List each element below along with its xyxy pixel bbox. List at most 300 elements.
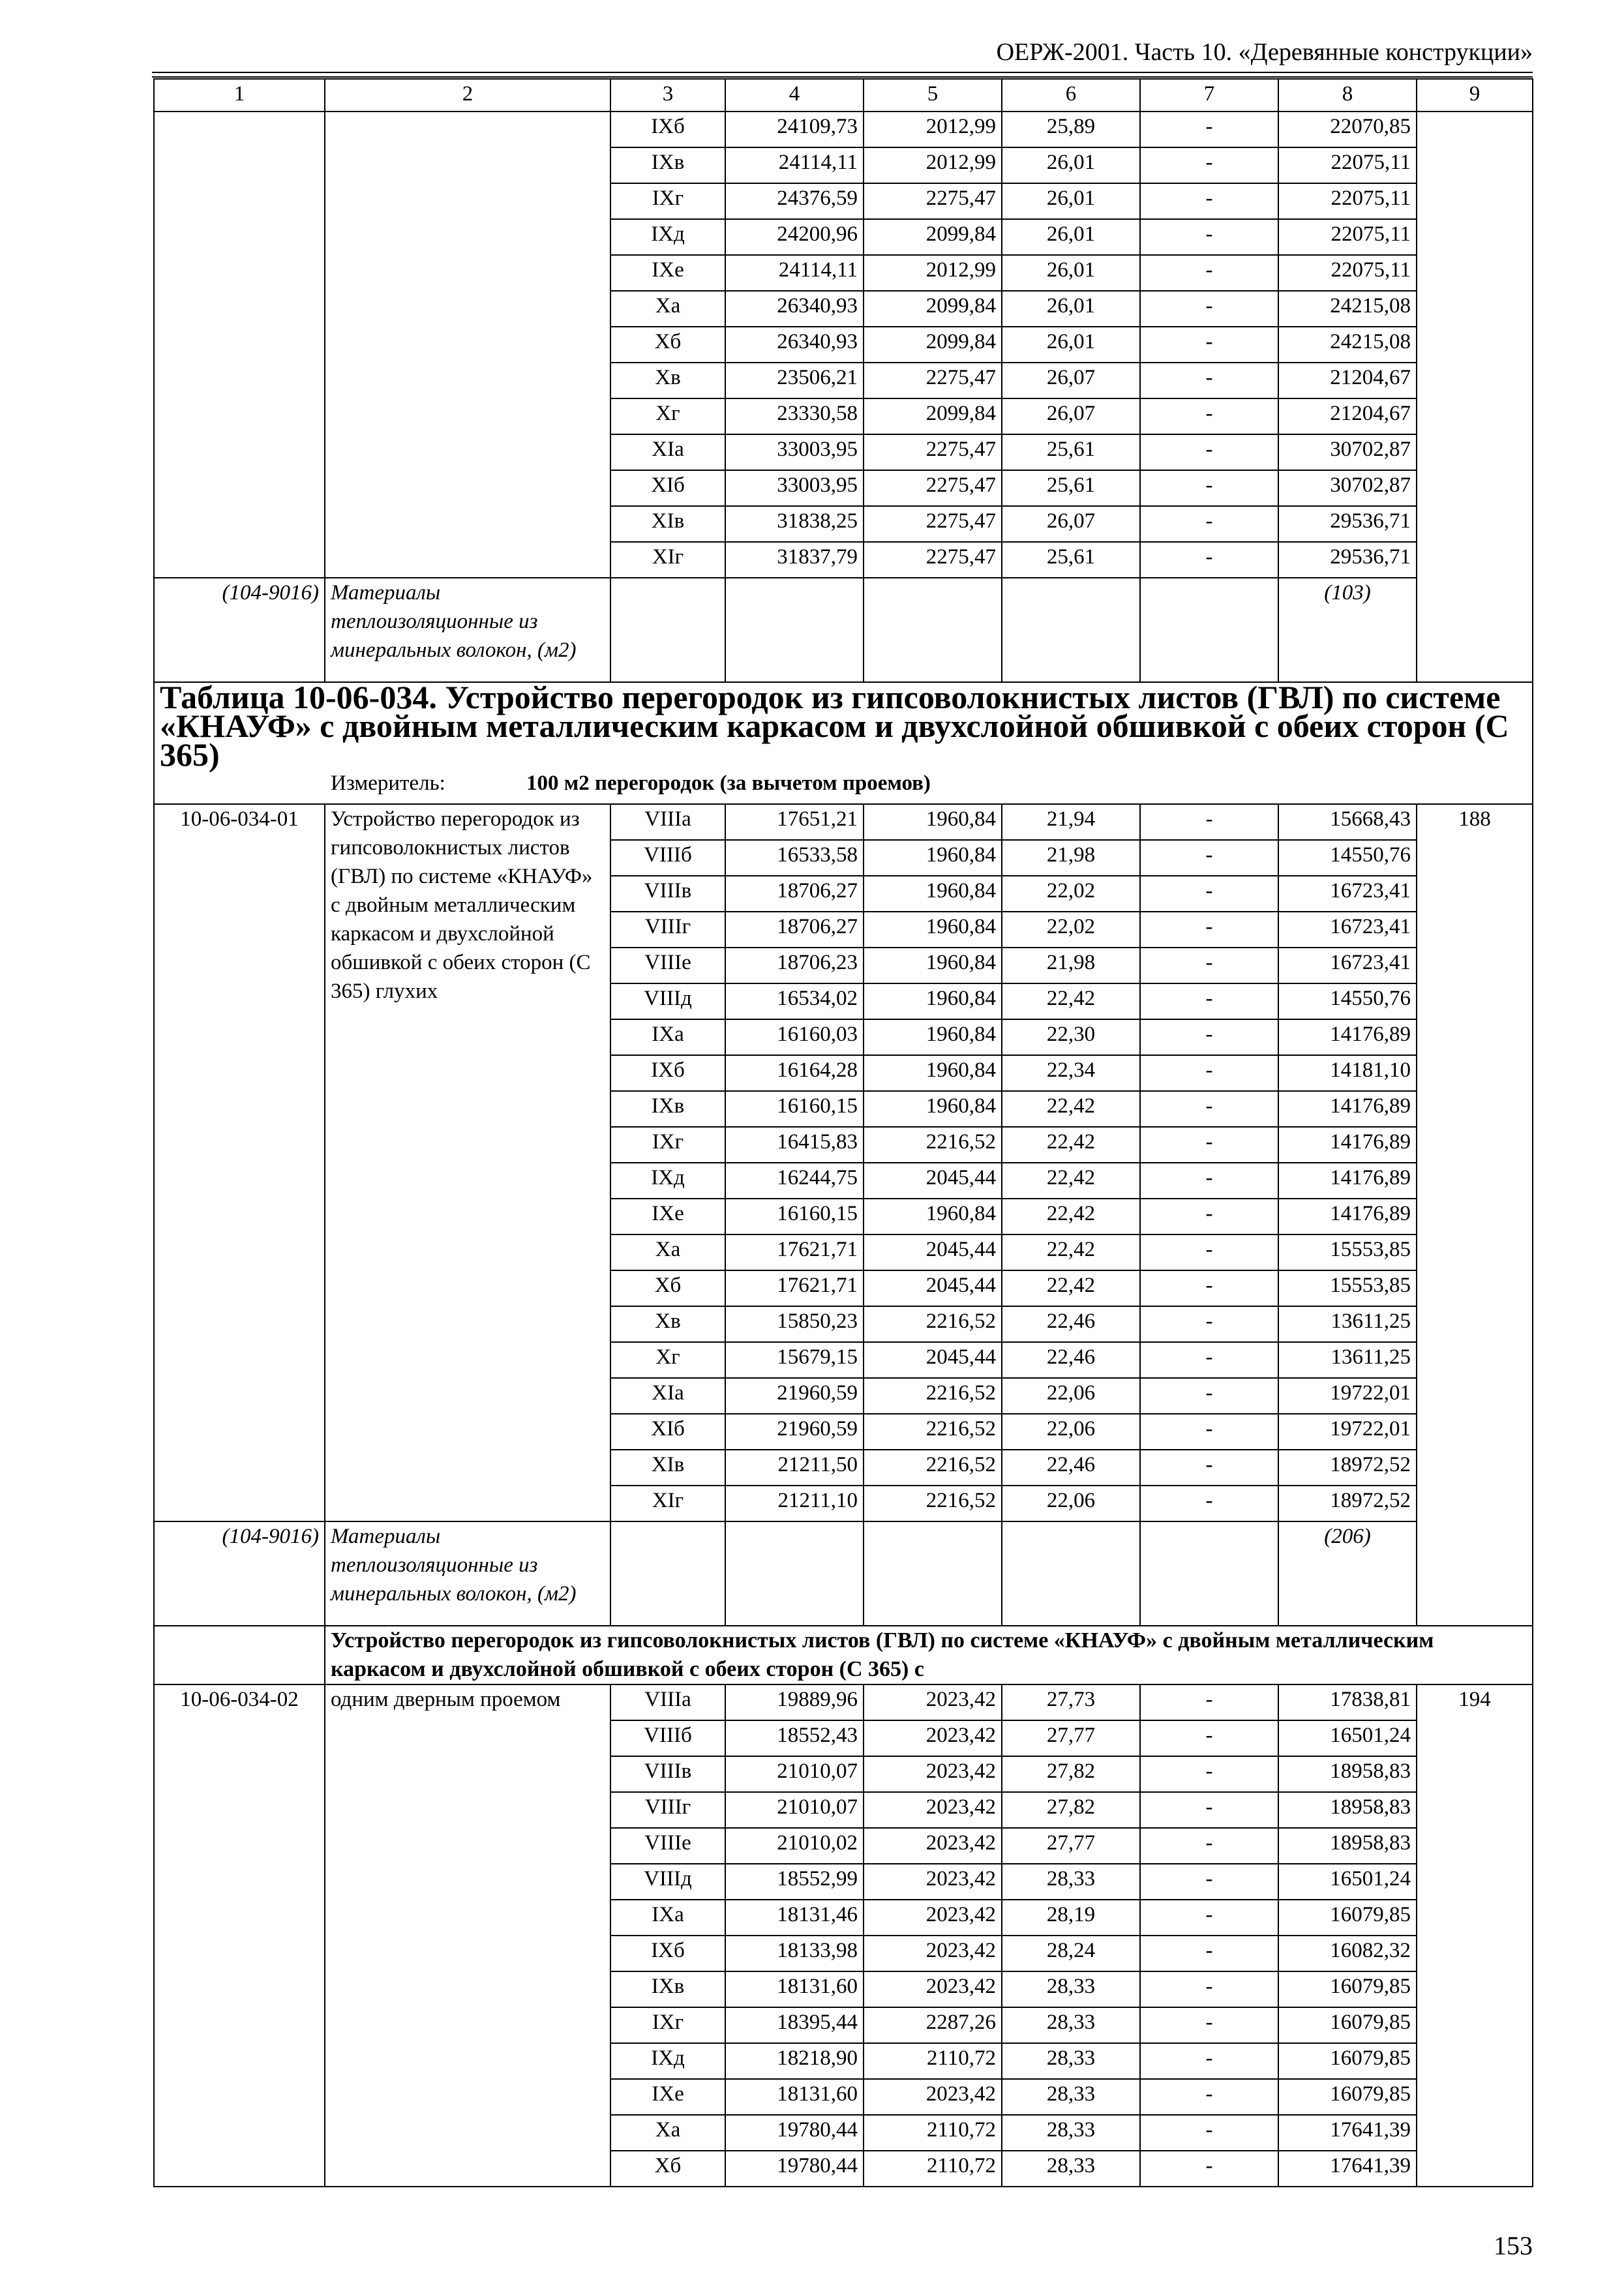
materials-cell: 16079,85 (1278, 1971, 1417, 2007)
total-cost-cell: 21010,07 (725, 1756, 864, 1792)
labor-cell: 28,33 (1002, 1971, 1140, 2007)
machines-cell: - (1140, 434, 1278, 470)
zone-cell: IXе (610, 1199, 725, 1234)
labor-cell: 22,42 (1002, 1270, 1140, 1306)
machines-cell: - (1140, 1306, 1278, 1342)
machines-cell: - (1140, 2115, 1278, 2151)
machines-cell: - (1140, 983, 1278, 1019)
zone-cell: XIг (610, 542, 725, 578)
material-qty: (103) (1278, 578, 1417, 682)
item-name: Устройство перегородок из гипсоволокнистых листов (ГВЛ) по системе «КНАУФ» с двойным металлическим каркасом и двухслойной обшивкой с обеих сторон (С 365) глухих (325, 804, 610, 1521)
labor-cell: 22,46 (1002, 1450, 1140, 1486)
zone-cell: VIIIб (610, 840, 725, 876)
labor-cell: 27,82 (1002, 1756, 1140, 1792)
materials-cell: 16079,85 (1278, 1900, 1417, 1936)
table-title-row (154, 682, 1533, 769)
table-row (154, 804, 1533, 840)
machines-cell: - (1140, 255, 1278, 291)
total-cost-cell: 21010,02 (725, 1828, 864, 1864)
materials-cell: 16723,41 (1278, 876, 1417, 912)
total-cost-cell: 16160,15 (725, 1091, 864, 1127)
subhead-row (154, 1626, 1533, 1684)
materials-cell: 21204,67 (1278, 363, 1417, 398)
materials-cell: 16723,41 (1278, 912, 1417, 948)
machines-cell: - (1140, 1864, 1278, 1900)
machines-cell: - (1140, 1163, 1278, 1199)
column-number: 8 (1278, 79, 1417, 112)
machines-cell: - (1140, 1828, 1278, 1864)
machines-cell: - (1140, 2043, 1278, 2079)
empty-cell (1002, 578, 1140, 682)
total-cost-cell: 19889,96 (725, 1684, 864, 1720)
measure-row (154, 769, 1533, 804)
zone-cell: IXа (610, 1019, 725, 1055)
labor-cell: 22,42 (1002, 1091, 1140, 1127)
machines-cell: - (1140, 542, 1278, 578)
labor-cell: 25,89 (1002, 112, 1140, 147)
machines-cell: - (1140, 1091, 1278, 1127)
labor-cell: 22,42 (1002, 1234, 1140, 1270)
zone-cell: Xв (610, 363, 725, 398)
labor-cell: 25,61 (1002, 470, 1140, 506)
empty-cell (1140, 578, 1278, 682)
zone-cell: VIIIг (610, 1792, 725, 1828)
zone-cell: XIв (610, 1450, 725, 1486)
labor-cell: 26,01 (1002, 327, 1140, 363)
zone-cell: IXд (610, 1163, 725, 1199)
zone-cell: VIIIд (610, 1864, 725, 1900)
machines-cell: - (1140, 1234, 1278, 1270)
wages-cell: 2216,52 (864, 1378, 1002, 1414)
labor-cell: 22,30 (1002, 1019, 1140, 1055)
wages-cell: 2023,42 (864, 1684, 1002, 1720)
materials-cell: 30702,87 (1278, 434, 1417, 470)
materials-cell: 14176,89 (1278, 1091, 1417, 1127)
labor-cell: 22,06 (1002, 1414, 1140, 1450)
machines-cell: - (1140, 1055, 1278, 1091)
empty-cell (725, 578, 864, 682)
labor-cell: 25,61 (1002, 542, 1140, 578)
materials-cell: 19722,01 (1278, 1414, 1417, 1450)
wages-cell: 2012,99 (864, 112, 1002, 147)
zone-cell: XIа (610, 434, 725, 470)
name-cell (325, 112, 610, 578)
labor-cell: 21,98 (1002, 948, 1140, 983)
machines-cell: - (1140, 147, 1278, 183)
material-qty: (206) (1278, 1521, 1417, 1626)
total-cost-cell: 17651,21 (725, 804, 864, 840)
labor-cell: 26,07 (1002, 363, 1140, 398)
wages-cell: 1960,84 (864, 1091, 1002, 1127)
machines-cell: - (1140, 1378, 1278, 1414)
zone-cell: VIIIд (610, 983, 725, 1019)
wages-cell: 1960,84 (864, 912, 1002, 948)
labor-cell: 27,77 (1002, 1828, 1140, 1864)
wages-cell: 2012,99 (864, 147, 1002, 183)
total-cost-cell: 16160,03 (725, 1019, 864, 1055)
materials-cell: 18972,52 (1278, 1450, 1417, 1486)
zone-cell: VIIIб (610, 1720, 725, 1756)
materials-cell: 14176,89 (1278, 1019, 1417, 1055)
materials-cell: 22075,11 (1278, 183, 1417, 219)
section-subhead: Устройство перегородок из гипсоволокнистых листов (ГВЛ) по системе «КНАУФ» с двойным металлическим каркасом и двухслойной обшивкой с обеих сторон (С 365) с (325, 1626, 1533, 1684)
total-cost-cell: 23330,58 (725, 398, 864, 434)
labor-cell: 22,46 (1002, 1342, 1140, 1378)
header-rule (152, 72, 1533, 73)
zone-cell: IXд (610, 219, 725, 255)
zone-cell: Xа (610, 2115, 725, 2151)
wages-cell: 2099,84 (864, 219, 1002, 255)
machines-cell: - (1140, 1720, 1278, 1756)
total-cost-cell: 18706,27 (725, 912, 864, 948)
total-cost-cell: 16533,58 (725, 840, 864, 876)
total-cost-cell: 31837,79 (725, 542, 864, 578)
zone-cell: XIб (610, 470, 725, 506)
materials-cell: 22075,11 (1278, 219, 1417, 255)
zone-cell: VIIIе (610, 1828, 725, 1864)
zone-cell: IXа (610, 1900, 725, 1936)
zone-cell: XIв (610, 506, 725, 542)
labor-cell: 26,07 (1002, 398, 1140, 434)
wages-cell: 2275,47 (864, 470, 1002, 506)
wages-cell: 2110,72 (864, 2115, 1002, 2151)
machines-cell: - (1140, 1486, 1278, 1521)
total-cost-cell: 16415,83 (725, 1127, 864, 1163)
header-rule-double (152, 76, 1533, 78)
document-header: ОЕРЖ-2001. Часть 10. «Деревянные конструкции» (996, 38, 1533, 66)
labor-cell: 22,06 (1002, 1486, 1140, 1521)
wages-cell: 2045,44 (864, 1234, 1002, 1270)
wages-cell: 2023,42 (864, 1971, 1002, 2007)
column-number-row (154, 79, 1533, 112)
materials-cell: 15553,85 (1278, 1270, 1417, 1306)
col9-cell: 194 (1417, 1684, 1533, 2187)
materials-cell: 30702,87 (1278, 470, 1417, 506)
materials-cell: 14550,76 (1278, 983, 1417, 1019)
zone-cell: VIIIа (610, 1684, 725, 1720)
materials-cell: 16501,24 (1278, 1864, 1417, 1900)
labor-cell: 22,42 (1002, 1163, 1140, 1199)
total-cost-cell: 26340,93 (725, 327, 864, 363)
wages-cell: 1960,84 (864, 876, 1002, 912)
labor-cell: 22,02 (1002, 912, 1140, 948)
wages-cell: 2023,42 (864, 1828, 1002, 1864)
materials-cell: 14176,89 (1278, 1199, 1417, 1234)
table-row (154, 1684, 1533, 1720)
machines-cell: - (1140, 1199, 1278, 1234)
materials-cell: 22075,11 (1278, 255, 1417, 291)
machines-cell: - (1140, 948, 1278, 983)
column-number: 4 (725, 79, 864, 112)
materials-cell: 17838,81 (1278, 1684, 1417, 1720)
zone-cell: IXг (610, 2007, 725, 2043)
wages-cell: 2110,72 (864, 2043, 1002, 2079)
total-cost-cell: 23506,21 (725, 363, 864, 398)
zone-cell: VIIIе (610, 948, 725, 983)
empty-cell (725, 1521, 864, 1626)
machines-cell: - (1140, 1900, 1278, 1936)
labor-cell: 28,33 (1002, 2151, 1140, 2187)
total-cost-cell: 24109,73 (725, 112, 864, 147)
wages-cell: 2275,47 (864, 542, 1002, 578)
labor-cell: 26,07 (1002, 506, 1140, 542)
machines-cell: - (1140, 327, 1278, 363)
materials-cell: 22070,85 (1278, 112, 1417, 147)
materials-cell: 14181,10 (1278, 1055, 1417, 1091)
zone-cell: VIIIв (610, 1756, 725, 1792)
total-cost-cell: 18395,44 (725, 2007, 864, 2043)
total-cost-cell: 33003,95 (725, 470, 864, 506)
zone-cell: XIб (610, 1414, 725, 1450)
measure-cell (154, 769, 1533, 804)
machines-cell: - (1140, 2151, 1278, 2187)
wages-cell: 2216,52 (864, 1414, 1002, 1450)
machines-cell: - (1140, 1127, 1278, 1163)
materials-cell: 17641,39 (1278, 2151, 1417, 2187)
materials-cell: 13611,25 (1278, 1306, 1417, 1342)
materials-cell: 18958,83 (1278, 1756, 1417, 1792)
item-code: 10-06-034-02 (154, 1684, 325, 2187)
zone-cell: IXб (610, 112, 725, 147)
total-cost-cell: 16160,15 (725, 1199, 864, 1234)
materials-cell: 16723,41 (1278, 948, 1417, 983)
labor-cell: 27,77 (1002, 1720, 1140, 1756)
machines-cell: - (1140, 2007, 1278, 2043)
total-cost-cell: 21211,10 (725, 1486, 864, 1521)
total-cost-cell: 15850,23 (725, 1306, 864, 1342)
price-table (153, 78, 1533, 2187)
machines-cell: - (1140, 1450, 1278, 1486)
total-cost-cell: 18218,90 (725, 2043, 864, 2079)
labor-cell: 26,01 (1002, 219, 1140, 255)
materials-cell: 22075,11 (1278, 147, 1417, 183)
machines-cell: - (1140, 398, 1278, 434)
wages-cell: 2045,44 (864, 1342, 1002, 1378)
labor-cell: 28,33 (1002, 2043, 1140, 2079)
materials-cell: 17641,39 (1278, 2115, 1417, 2151)
total-cost-cell: 18131,60 (725, 1971, 864, 2007)
wages-cell: 2216,52 (864, 1450, 1002, 1486)
column-number: 2 (325, 79, 610, 112)
labor-cell: 26,01 (1002, 255, 1140, 291)
machines-cell: - (1140, 804, 1278, 840)
wages-cell: 2023,42 (864, 2079, 1002, 2115)
table-title: Таблица 10-06-034. Устройство перегородок из гипсоволокнистых листов (ГВЛ) по системе «КНАУФ» с двойным металлическим каркасом и двухслойной обшивкой с обеих сторон (С 365) (154, 682, 1533, 769)
wages-cell: 1960,84 (864, 1055, 1002, 1091)
wages-cell: 2275,47 (864, 434, 1002, 470)
zone-cell: VIIIг (610, 912, 725, 948)
machines-cell: - (1140, 2079, 1278, 2115)
zone-cell: Xа (610, 1234, 725, 1270)
total-cost-cell: 18131,46 (725, 1900, 864, 1936)
empty-cell (1002, 1521, 1140, 1626)
wages-cell: 1960,84 (864, 1199, 1002, 1234)
labor-cell: 26,01 (1002, 183, 1140, 219)
column-number: 6 (1002, 79, 1140, 112)
materials-cell: 14176,89 (1278, 1127, 1417, 1163)
item-code: 10-06-034-01 (154, 804, 325, 1521)
materials-cell: 29536,71 (1278, 506, 1417, 542)
materials-cell: 15668,43 (1278, 804, 1417, 840)
wages-cell: 2216,52 (864, 1127, 1002, 1163)
machines-cell: - (1140, 1971, 1278, 2007)
total-cost-cell: 21960,59 (725, 1378, 864, 1414)
machines-cell: - (1140, 291, 1278, 327)
machines-cell: - (1140, 1936, 1278, 1971)
wages-cell: 2023,42 (864, 1936, 1002, 1971)
machines-cell: - (1140, 1342, 1278, 1378)
labor-cell: 27,82 (1002, 1792, 1140, 1828)
column-number: 9 (1417, 79, 1533, 112)
materials-cell: 14176,89 (1278, 1163, 1417, 1199)
materials-cell: 16079,85 (1278, 2043, 1417, 2079)
machines-cell: - (1140, 876, 1278, 912)
wages-cell: 2099,84 (864, 327, 1002, 363)
zone-cell: Xг (610, 398, 725, 434)
materials-cell: 15553,85 (1278, 1234, 1417, 1270)
material-code: (104-9016) (154, 578, 325, 682)
total-cost-cell: 18552,99 (725, 1864, 864, 1900)
total-cost-cell: 18706,23 (725, 948, 864, 983)
wages-cell: 1960,84 (864, 1019, 1002, 1055)
column-number: 5 (864, 79, 1002, 112)
machines-cell: - (1140, 506, 1278, 542)
material-name: Материалы теплоизоляционные из минеральных волокон, (м2) (325, 578, 610, 682)
table-row (154, 112, 1533, 147)
materials-cell: 18958,83 (1278, 1792, 1417, 1828)
material-code: (104-9016) (154, 1521, 325, 1626)
wages-cell: 2023,42 (864, 1720, 1002, 1756)
wages-cell: 2023,42 (864, 1900, 1002, 1936)
materials-cell: 29536,71 (1278, 542, 1417, 578)
materials-cell: 24215,08 (1278, 291, 1417, 327)
zone-cell: IXб (610, 1936, 725, 1971)
zone-cell: Xв (610, 1306, 725, 1342)
material-row (154, 1521, 1533, 1626)
materials-cell: 16079,85 (1278, 2007, 1417, 2043)
zone-cell: IXг (610, 1127, 725, 1163)
column-number: 7 (1140, 79, 1278, 112)
wages-cell: 1960,84 (864, 840, 1002, 876)
total-cost-cell: 19780,44 (725, 2115, 864, 2151)
col9-cell: 188 (1417, 804, 1533, 1626)
labor-cell: 22,42 (1002, 1127, 1140, 1163)
machines-cell: - (1140, 112, 1278, 147)
labor-cell: 26,01 (1002, 291, 1140, 327)
wages-cell: 1960,84 (864, 804, 1002, 840)
materials-cell: 16082,32 (1278, 1936, 1417, 1971)
total-cost-cell: 18131,60 (725, 2079, 864, 2115)
materials-cell: 18958,83 (1278, 1828, 1417, 1864)
total-cost-cell: 19780,44 (725, 2151, 864, 2187)
zone-cell: IXв (610, 1091, 725, 1127)
labor-cell: 28,19 (1002, 1900, 1140, 1936)
empty-cell (864, 1521, 1002, 1626)
total-cost-cell: 24114,11 (725, 255, 864, 291)
zone-cell: Xа (610, 291, 725, 327)
zone-cell: XIг (610, 1486, 725, 1521)
wages-cell: 2045,44 (864, 1163, 1002, 1199)
total-cost-cell: 16534,02 (725, 983, 864, 1019)
total-cost-cell: 16164,28 (725, 1055, 864, 1091)
labor-cell: 28,33 (1002, 2007, 1140, 2043)
subhead-spacer (154, 1626, 325, 1684)
total-cost-cell: 18706,27 (725, 876, 864, 912)
zone-cell: Xб (610, 1270, 725, 1306)
total-cost-cell: 24376,59 (725, 183, 864, 219)
column-number: 3 (610, 79, 725, 112)
labor-cell: 28,33 (1002, 2115, 1140, 2151)
labor-cell: 26,01 (1002, 147, 1140, 183)
measure-value: 100 м2 перегородок (за вычетом проемов) (526, 771, 931, 795)
labor-cell: 28,33 (1002, 2079, 1140, 2115)
machines-cell: - (1140, 470, 1278, 506)
zone-cell: VIIIв (610, 876, 725, 912)
labor-cell: 27,73 (1002, 1684, 1140, 1720)
machines-cell: - (1140, 1684, 1278, 1720)
machines-cell: - (1140, 1019, 1278, 1055)
zone-cell: XIа (610, 1378, 725, 1414)
materials-cell: 24215,08 (1278, 327, 1417, 363)
labor-cell: 22,34 (1002, 1055, 1140, 1091)
labor-cell: 21,94 (1002, 804, 1140, 840)
zone-cell: VIIIа (610, 804, 725, 840)
wages-cell: 2287,26 (864, 2007, 1002, 2043)
machines-cell: - (1140, 219, 1278, 255)
column-number: 1 (154, 79, 325, 112)
zone-cell: IXд (610, 2043, 725, 2079)
labor-cell: 22,06 (1002, 1378, 1140, 1414)
wages-cell: 2216,52 (864, 1486, 1002, 1521)
total-cost-cell: 24200,96 (725, 219, 864, 255)
total-cost-cell: 31838,25 (725, 506, 864, 542)
wages-cell: 2023,42 (864, 1756, 1002, 1792)
labor-cell: 22,42 (1002, 983, 1140, 1019)
labor-cell: 28,24 (1002, 1936, 1140, 1971)
code-cell (154, 112, 325, 578)
wages-cell: 2012,99 (864, 255, 1002, 291)
wages-cell: 2110,72 (864, 2151, 1002, 2187)
materials-cell: 18972,52 (1278, 1486, 1417, 1521)
zone-cell: IXе (610, 255, 725, 291)
materials-cell: 16501,24 (1278, 1720, 1417, 1756)
zone-cell: Xг (610, 1342, 725, 1378)
total-cost-cell: 21010,07 (725, 1792, 864, 1828)
zone-cell: IXв (610, 1971, 725, 2007)
materials-cell: 13611,25 (1278, 1342, 1417, 1378)
machines-cell: - (1140, 1414, 1278, 1450)
machines-cell: - (1140, 912, 1278, 948)
labor-cell: 25,61 (1002, 434, 1140, 470)
empty-cell (610, 578, 725, 682)
materials-cell: 19722,01 (1278, 1378, 1417, 1414)
wages-cell: 2216,52 (864, 1306, 1002, 1342)
machines-cell: - (1140, 1270, 1278, 1306)
col9-cell (1417, 112, 1533, 682)
total-cost-cell: 16244,75 (725, 1163, 864, 1199)
wages-cell: 2099,84 (864, 398, 1002, 434)
zone-cell: IXб (610, 1055, 725, 1091)
total-cost-cell: 18133,98 (725, 1936, 864, 1971)
labor-cell: 22,46 (1002, 1306, 1140, 1342)
wages-cell: 2275,47 (864, 363, 1002, 398)
wages-cell: 2045,44 (864, 1270, 1002, 1306)
zone-cell: IXг (610, 183, 725, 219)
wages-cell: 2023,42 (864, 1792, 1002, 1828)
wages-cell: 2275,47 (864, 506, 1002, 542)
total-cost-cell: 21960,59 (725, 1414, 864, 1450)
machines-cell: - (1140, 1756, 1278, 1792)
